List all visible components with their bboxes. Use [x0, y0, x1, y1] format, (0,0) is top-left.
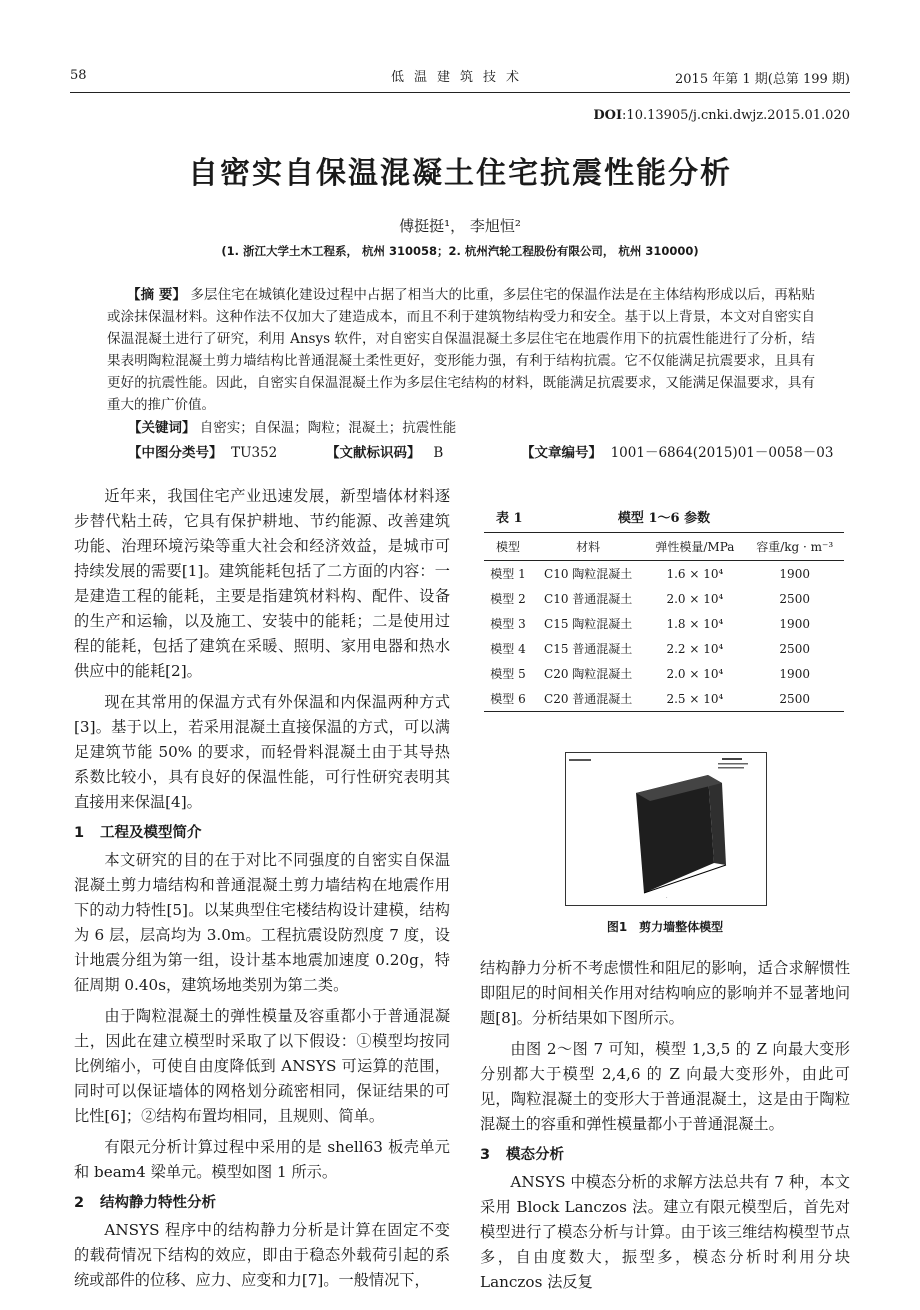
- table-cell: 2.5 × 10⁴: [644, 686, 745, 712]
- doc-code-label: 【文献标识码】: [326, 445, 421, 461]
- figure-caption: [480, 918, 850, 935]
- doc-code-value: B: [433, 445, 444, 461]
- running-header: [70, 66, 850, 90]
- journal-name: 低温建筑技术: [390, 70, 529, 85]
- table-label: 表 1: [496, 511, 523, 526]
- ansys-label-mark: [722, 758, 742, 760]
- keywords: [128, 416, 456, 436]
- table-cell: C20 陶粒混凝土: [544, 667, 633, 681]
- table-cell: 模型 5: [490, 667, 526, 681]
- abstract-text: 多层住宅在城镇化建设过程中占据了相当大的比重，多层住宅的保温作法是在主体结构形成以后，再粘贴或涂抹保温材料。这种作法不仅加大了建造成本，而且不利于建筑物结构受力和安全。基于以上背景，本文对自密实自保温混凝土进行了研究，利用 Ansys 软件，对自密实自保温混凝土多层住宅在地震作用下的抗震性能进行了分析，结果表明陶粒混凝土剪力墙结构比普通混凝土柔性更好，变形能力强，有利于结构抗震。它不仅能满足抗震要求，且具有更好的抗震性能。因此，自密实自保温混凝土作为多层住宅结构的材料，既能满足抗震要求，又能满足保温要求，具有重大的推广价值。: [107, 287, 815, 413]
- table-cell: 模型 4: [490, 642, 526, 656]
- figure-label: 图1: [606, 920, 628, 934]
- table-cell: C10 陶粒混凝土: [544, 567, 633, 581]
- table-cell: 模型 3: [490, 617, 526, 631]
- body-paragraph: 由图 2～图 7 可知，模型 1,3,5 的 Z 向最大变形分别都大于模型 2,4,6 的 Z 向最大变形外，由此可见，陶粒混凝土的变形大于普通混凝土，这是由于陶粒混凝土的容重和弹性模量都小于普通混凝土。: [480, 1040, 850, 1133]
- clc-value: TU352: [231, 445, 278, 461]
- figure-caption-text: 剪力墙整体模型: [639, 920, 724, 934]
- clc-label: 【中图分类号】: [128, 445, 223, 461]
- section-heading-2: 2 结构静力特性分析: [74, 1195, 216, 1211]
- table-header-cell: 材料: [532, 533, 644, 561]
- figure-shear-wall-model: [565, 752, 767, 906]
- table-header-cell: 弹性模量/MPa: [644, 533, 745, 561]
- table-cell: C15 普通混凝土: [544, 642, 633, 656]
- table-cell: 2.2 × 10⁴: [666, 641, 724, 656]
- keywords-label: 【关键词】: [128, 420, 196, 436]
- body-paragraph: 结构静力分析不考虑惯性和阻尼的影响，适合求解惯性即阻尼的时间相关作用对结构响应的影响并不显著地问题[8]。分析结果如下图所示。: [480, 959, 850, 1027]
- table-row: [484, 586, 844, 611]
- body-paragraph: 由于陶粒混凝土的弹性模量及容重都小于普通混凝土，因此在建立模型时采取了以下假设：①模型均按同比例缩小，可使自由度降低到 ANSYS 可运算的范围，同时可以保证墙体的网格划分疏密相同，保证结果的可比性[6]；②结构布置均相同，且规则、简单。: [74, 1007, 450, 1125]
- parameters-table: [484, 532, 844, 712]
- header-rule: [70, 92, 850, 93]
- table-cell: 模型 2: [490, 592, 526, 606]
- ansys-info-mark: [718, 763, 748, 765]
- section-heading-1: 1 工程及模型简介: [74, 825, 202, 841]
- ansys-logo-mark: [569, 759, 591, 761]
- body-paragraph: 现在其常用的保温方式有外保温和内保温两种方式[3]。基于以上，若采用混凝土直接保温的方式，可以满足建筑节能 50% 的要求，而轻骨料混凝土由于其导热系数比较小，具有良好的保温性能，可行性研究表明其直接用来保温[4]。: [74, 693, 450, 811]
- body-paragraph: ANSYS 中模态分析的求解方法总共有 7 种，本文采用 Block Lanczos 法。建立有限元模型后，首先对模型进行了模态分析与计算。由于该三维结构模型节点多，自由度数大，振型多，模态分析时利用分块 Lanczos 法反复: [480, 1173, 850, 1291]
- table-header-cell: 模型: [484, 533, 532, 561]
- article-no-value: 1001－6864(2015)01－0058－03: [610, 445, 834, 461]
- table-cell: 2500: [779, 641, 810, 656]
- issue-info: 2015 年第 1 期(总第 199 期): [675, 72, 850, 87]
- body-paragraph: 有限元分析计算过程中采用的是 shell63 板壳单元和 beam4 梁单元。模型如图 1 所示。: [74, 1138, 450, 1181]
- section-heading-3: 3 模态分析: [480, 1147, 564, 1163]
- table-row: [484, 661, 844, 686]
- authors: 傅挺挺¹， 李旭恒²: [399, 217, 521, 235]
- table-row: [484, 636, 844, 661]
- right-column: [480, 956, 850, 1301]
- table-cell: 模型 6: [484, 686, 532, 712]
- table-cell: 2500: [745, 686, 844, 712]
- table-cell: 2500: [779, 591, 810, 606]
- keywords-text: 自密实；自保温；陶粒；混凝土；抗震性能: [199, 420, 457, 436]
- body-paragraph: 本文研究的目的在于对比不同强度的自密实自保温混凝土剪力墙结构和普通混凝土剪力墙结构在地震作用下的动力特性[5]。以某典型住宅楼结构设计建模，结构为 6 层，层高均为 3.0m。工程抗震设防烈度 7 度，设计地震分组为第一组，设计基本地震加速度 0.20g，特征周期 0.40s，建筑场地类别为第二类。: [74, 851, 450, 994]
- axis-marker: ·: [666, 895, 668, 901]
- table-cell: C10 普通混凝土: [544, 592, 633, 606]
- doi: DOI:10.13905/j.cnki.dwjz.2015.01.020: [593, 108, 850, 123]
- table-cell: 1.8 × 10⁴: [666, 616, 724, 631]
- table-cell: C15 陶粒混凝土: [544, 617, 633, 631]
- table-cell: 1900: [779, 566, 810, 581]
- table-row: [484, 561, 844, 587]
- table-header-cell: 容重/kg · m⁻³: [745, 533, 844, 561]
- table-cell: 模型 1: [490, 567, 526, 581]
- paper-title: 自密实自保温混凝土住宅抗震性能分析: [188, 156, 732, 191]
- affiliations: (1. 浙江大学土木工程系， 杭州 310058；2. 杭州汽轮工程股份有限公司， 杭州 310000): [221, 244, 699, 258]
- table-row: [484, 611, 844, 636]
- table-cell: 1.6 × 10⁴: [666, 566, 724, 581]
- table-cell: C20 普通混凝土: [532, 686, 644, 712]
- table-title: 模型 1～6 参数: [617, 511, 711, 526]
- ansys-info-mark: [718, 767, 744, 769]
- abstract-label: 【摘 要】: [127, 287, 187, 303]
- model-render-image: [566, 753, 766, 905]
- table-row: [484, 686, 844, 712]
- table-cell: 1900: [779, 666, 810, 681]
- body-paragraph: ANSYS 程序中的结构静力分析是计算在固定不变的载荷情况下结构的效应，即由于稳态外载荷引起的系统或部件的位移、应力、应变和力[7]。一般情况下，: [74, 1221, 450, 1289]
- table-cell: 2.0 × 10⁴: [666, 591, 724, 606]
- article-no-label: 【文章编号】: [521, 445, 602, 461]
- table-cell: 1900: [779, 616, 810, 631]
- left-column: [74, 484, 450, 1299]
- page-number: 58: [70, 68, 87, 83]
- table-cell: 2.0 × 10⁴: [666, 666, 724, 681]
- abstract: [107, 284, 815, 416]
- body-paragraph: 近年来，我国住宅产业迅速发展，新型墙体材料逐步替代粘土砖，它具有保护耕地、节约能源、改善建筑功能、治理环境污染等重大社会和经济效益，是城市可持续发展的需要[1]。建筑能耗包括了二方面的内容：一是建造工程的能耗，主要是指建筑材料构、配件、设备的生产和运输，以及施工、安装中的能耗；二是使用过程的能耗，包括了建筑在采暖、照明、家用电器和热水供应中的能耗[2]。: [74, 487, 450, 680]
